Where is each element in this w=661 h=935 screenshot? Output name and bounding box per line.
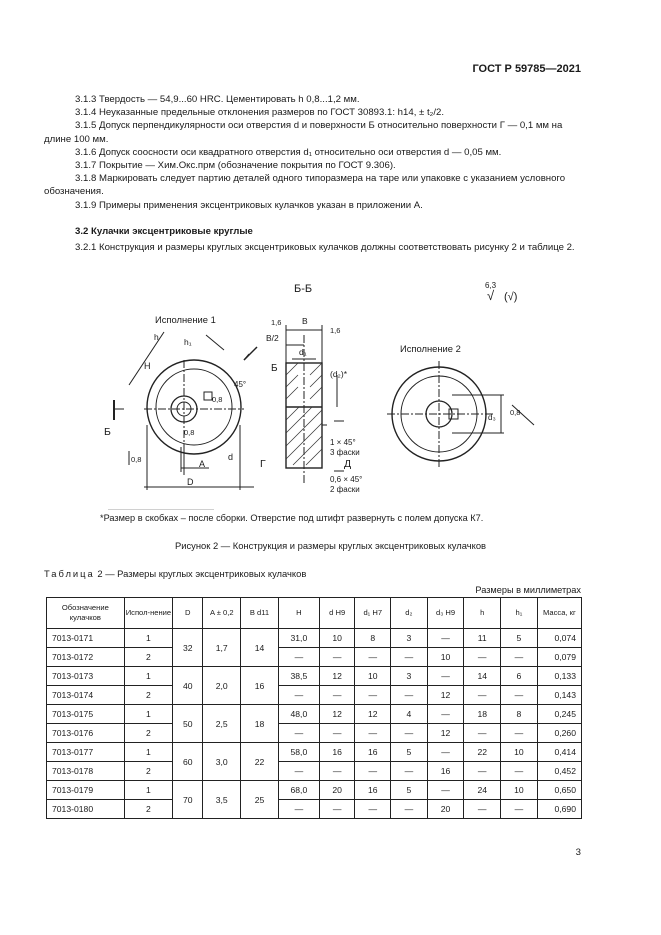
table-cell: 0,690 [537,800,581,819]
table-cell: 0,074 [537,629,581,648]
table-cell: 10 [427,648,464,667]
table-cell: 0,143 [537,686,581,705]
document-header: ГОСТ Р 59785—2021 [472,63,581,75]
table-cell: — [319,686,355,705]
table-cell: — [501,800,538,819]
table-cell: 8 [501,705,538,724]
header-mass: Масса, кг [537,598,581,629]
section-heading [44,225,582,238]
table-header-row [47,598,582,629]
header-designation: Обозначение кулачков [47,598,125,629]
paragraph-3-1-3: 3.1.3 Твердость — 54,9...60 HRC. Цементировать h 0,8...1,2 мм. [75,94,360,105]
table-cell: — [427,667,464,686]
paragraph-3-1-5: 3.1.5 Допуск перпендикулярности оси отверстия d и поверхности Б относительно поверхности Г — 0,1 мм на длине 100 мм. [44,120,563,145]
table-cell: 7013-0177 [47,743,125,762]
label-version-1: Исполнение 1 [155,314,216,325]
table-cell: 2 [124,762,173,781]
paragraph-3-2-1-block [44,241,582,254]
table-cell: 20 [427,800,464,819]
dim-d1: d₁ [299,347,307,357]
dim-d3: d₃ [488,413,496,422]
header-version: Испол-нение [124,598,173,629]
table-cell: — [427,743,464,762]
table-row [47,800,582,819]
dim-A: А [199,459,206,469]
table-cell: 60 [173,743,203,781]
table-cell: — [355,762,391,781]
roughness-value: 6,3 [485,281,497,290]
dim-1-6-left: 1,6 [271,318,282,327]
table-cell: 3,0 [203,743,241,781]
paragraph-3-2-1: 3.2.1 Конструкция и размеры круглых эксцентриковых кулачков должны соответствовать рисунку 2 и таблице 2. [75,242,575,253]
table-cell: 3,5 [203,781,241,819]
paragraph-3-1-7: 3.1.7 Покрытие — Хим.Окс.прм (обозначение покрытия по ГОСТ 9.306). [75,160,396,172]
table-label: Таблица [44,568,95,579]
table-cell: — [427,781,464,800]
dim-0-8-inner: 0,8 [184,428,195,437]
table-cell: — [355,724,391,743]
table-cell: — [355,648,391,667]
dim-angle-45: 45° [234,380,247,389]
table-cell: — [464,762,501,781]
technical-drawing [44,275,604,510]
table-cell: 48,0 [278,705,319,724]
table-cell: 7013-0174 [47,686,125,705]
header-D: D [173,598,203,629]
table-cell: 0,079 [537,648,581,667]
table-cell: 3 [391,667,428,686]
table-cell: 12 [319,667,355,686]
dim-h1: h₁ [184,337,192,347]
dim-D: D [187,477,194,487]
table-cell: 16 [319,743,355,762]
table-cell: 10 [319,629,355,648]
table-row [47,781,582,800]
table-title-text: 2 — Размеры круглых эксцентриковых кулачков [97,568,307,579]
table-cell: 31,0 [278,629,319,648]
cam-version-1 [114,332,257,490]
table-cell: 0,260 [537,724,581,743]
header-H: H [278,598,319,629]
table-cell: — [391,648,428,667]
header-h: h [464,598,501,629]
table-cell: 2 [124,724,173,743]
table-cell: — [501,724,538,743]
table-cell: — [501,686,538,705]
text-block [44,93,582,212]
table-cell: 7013-0172 [47,648,125,667]
paragraph-3-1-6: 3.1.6 Допуск соосности оси квадратного отверстия d₁ относительно оси отверстия d — 0,05 мм. [75,146,502,158]
table-cell: — [319,800,355,819]
table-cell: 10 [355,667,391,686]
table-cell: — [278,800,319,819]
table-cell: — [391,800,428,819]
table-row [47,743,582,762]
table-row [47,648,582,667]
header-d1: d₁ H7 [355,598,391,629]
table-row [47,724,582,743]
chamfer-1-note: 3 фаски [330,448,360,457]
table-cell: 10 [501,781,538,800]
table-cell: 16 [355,743,391,762]
table-cell: — [278,762,319,781]
roughness-bracket: (√) [504,291,518,303]
table-cell: 70 [173,781,203,819]
table-cell: 2,0 [203,667,241,705]
table-cell: 2 [124,648,173,667]
table-cell: — [391,724,428,743]
label-section: Б-Б [294,283,313,295]
table-cell: — [501,762,538,781]
table-cell: 18 [241,705,279,743]
table-cell: 1 [124,705,173,724]
table-cell: 2 [124,800,173,819]
table-cell: — [278,686,319,705]
table-cell: 2 [124,686,173,705]
table-cell: 22 [241,743,279,781]
table-cell: 12 [319,705,355,724]
table-cell: 40 [173,667,203,705]
header-h1: h₁ [501,598,538,629]
table-cell: 58,0 [278,743,319,762]
dim-H: H [144,361,151,371]
table-cell: 1 [124,629,173,648]
page-number: 3 [575,847,581,858]
table-cell: 3 [391,629,428,648]
table-cell: 7013-0178 [47,762,125,781]
dim-B-half: В/2 [266,333,279,343]
table-cell: — [427,629,464,648]
dim-h: h [154,332,159,342]
dim-0-8-v2: 0,8 [510,408,521,417]
header-d: d H9 [319,598,355,629]
table-body [47,629,582,819]
table-cell: 7013-0173 [47,667,125,686]
section-view [286,325,344,485]
table-cell: 1 [124,781,173,800]
label-G: Г [260,458,266,470]
dim-d: d [228,452,234,462]
table-row [47,705,582,724]
dim-0-8-v1: 0,8 [212,395,223,404]
table-cell: — [278,724,319,743]
table-cell: 16 [241,667,279,705]
figure-footnote: *Размер в скобках – после сборки. Отверстие под штифт развернуть с полем допуска К7. [100,513,484,523]
dim-0-8-left: 0,8 [131,455,142,464]
table-cell: 14 [464,667,501,686]
table-cell: 1 [124,667,173,686]
table-cell: 24 [464,781,501,800]
table-cell: 5 [391,743,428,762]
table-cell: 11 [464,629,501,648]
table-cell: 68,0 [278,781,319,800]
paragraph-3-1-9: 3.1.9 Примеры применения эксцентриковых кулачков указан в приложении А. [75,199,423,211]
table-units: Размеры в миллиметрах [475,585,581,595]
dim-B: В [302,316,308,326]
table-cell: 12 [427,724,464,743]
table-cell: — [391,686,428,705]
header-d2: d₂ [391,598,428,629]
table-row [47,629,582,648]
label-B-section: Б [271,363,278,374]
table-cell: — [278,648,319,667]
table-row [47,762,582,781]
table-cell: 4 [391,705,428,724]
chamfer-2-note: 2 фаски [330,485,360,494]
header-A: A ± 0,2 [203,598,241,629]
table-cell: 8 [355,629,391,648]
section-heading-text: 3.2 Кулачки эксцентриковые круглые [75,226,253,237]
table-cell: 7013-0171 [47,629,125,648]
table-cell: 1 [124,743,173,762]
table-cell: 7013-0179 [47,781,125,800]
table-cell: — [464,648,501,667]
table-cell: 7013-0180 [47,800,125,819]
header-B: B d11 [241,598,279,629]
table-cell: — [464,724,501,743]
dim-d2: (d₂)* [330,369,347,379]
chamfer-1: 1 × 45° [330,438,356,447]
table-cell: 38,5 [278,667,319,686]
table-cell: 22 [464,743,501,762]
table-cell: 0,245 [537,705,581,724]
table-cell: 14 [241,629,279,667]
data-table [46,597,582,819]
table-cell: 16 [355,781,391,800]
table-cell: — [501,648,538,667]
figure-caption: Рисунок 2 — Конструкция и размеры круглых эксцентриковых кулачков [174,540,487,551]
dim-1-6-right: 1,6 [330,326,341,335]
chamfer-2: 0,6 × 45° [330,475,363,484]
table-cell: 5 [501,629,538,648]
table-title [44,568,306,579]
roughness-symbol: √ [487,288,495,303]
table-cell: 50 [173,705,203,743]
paragraph-3-1-8: 3.1.8 Маркировать следует партию деталей одного типоразмера на таре или упаковке с указанием условного обозначения. [44,173,566,198]
table-cell: 18 [464,705,501,724]
table-cell: — [464,800,501,819]
table-cell: 6 [501,667,538,686]
table-row [47,686,582,705]
table-cell: 0,414 [537,743,581,762]
label-B-left: Б [104,426,111,438]
table-cell: 0,650 [537,781,581,800]
table-cell: — [427,705,464,724]
table-cell: — [319,648,355,667]
table-cell: 32 [173,629,203,667]
table-cell: — [464,686,501,705]
table-cell: — [319,762,355,781]
table-row [47,667,582,686]
table-cell: — [355,686,391,705]
table-cell: 1,7 [203,629,241,667]
table-cell: 20 [319,781,355,800]
table-cell: 5 [391,781,428,800]
table-cell: 12 [427,686,464,705]
table-cell: 7013-0175 [47,705,125,724]
table-cell: 0,452 [537,762,581,781]
table-cell: 7013-0176 [47,724,125,743]
table-cell: — [355,800,391,819]
table-cell: 2,5 [203,705,241,743]
label-version-2: Исполнение 2 [400,343,461,354]
table-cell: — [319,724,355,743]
table-cell: 10 [501,743,538,762]
table-cell: 12 [355,705,391,724]
table-cell: 0,133 [537,667,581,686]
header-d3: d₃ H9 [427,598,464,629]
table-cell: 16 [427,762,464,781]
label-D: Д [344,458,352,470]
paragraph-3-1-4: 3.1.4 Неуказанные предельные отклонения размеров по ГОСТ 30893.1: h14, ± t₂/2. [75,107,445,119]
table-cell: — [391,762,428,781]
table-cell: 25 [241,781,279,819]
